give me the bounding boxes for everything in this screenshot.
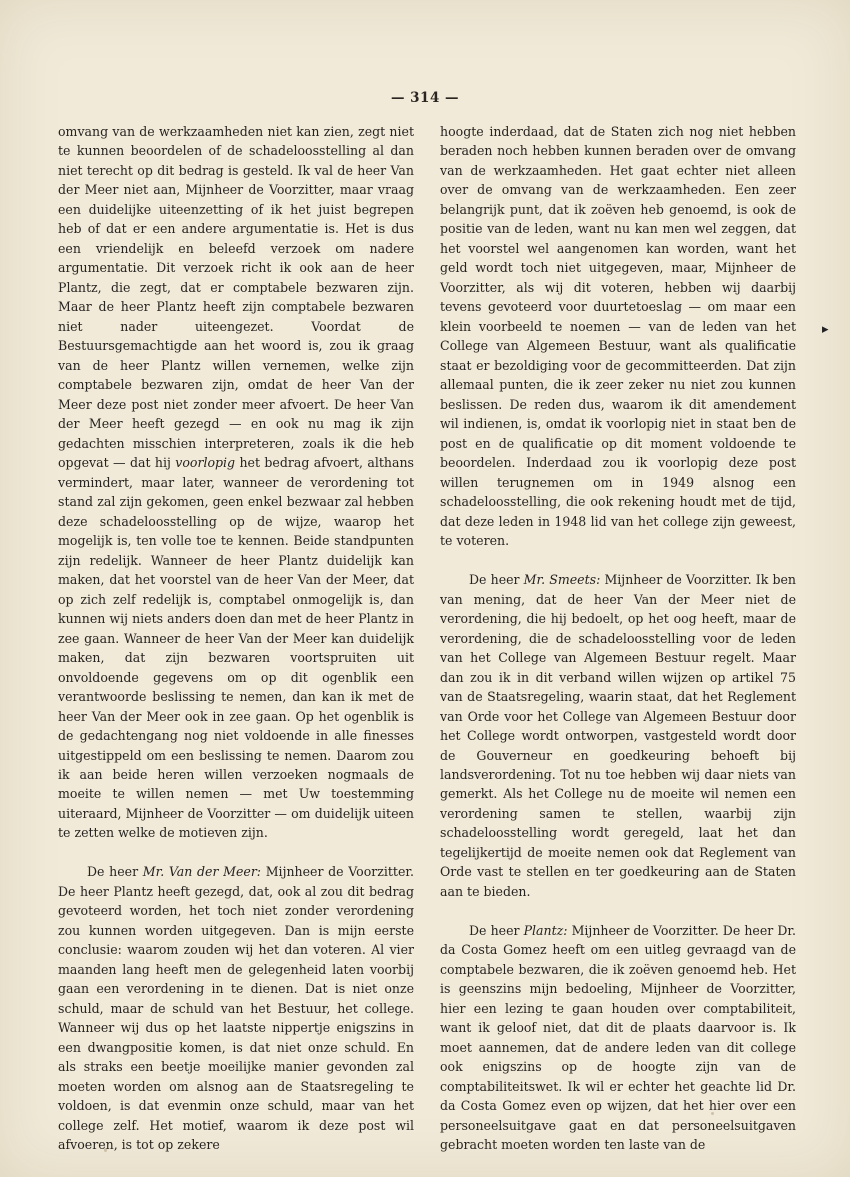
right-p3-intro: De heer <box>469 922 524 938</box>
right-p2-text: Mijnheer de Voorzitter. Ik ben van mening, dat de heer Van der Meer niet de verordening, die hij bedoelt, op het oog heeft, maar de verordening, die de schadeloosstelling voor de leden van het College van Algemeen Bestuur regelt. Maar dan zou ik in dit verband willen wijzen op artikel 75 van de Staatsregeling, waarin staat, dat het Reglement van Orde voor het College van Algemeen Bestuur door het College wordt ontworpen, vastgesteld wordt door de Gouverneur en goedkeuring behoeft bij landsverordening. Tot nu toe hebben wij daar niets van gemerkt. Als het College nu de moeite wil nemen een verordening samen te stellen, waarbij zijn schadeloosstelling wordt geregeld, laat het dan tegelijkertijd de moeite nemen ook dat Reglement van Orde vast te stellen en ter goedkeuring aan de Staten aan te bieden. <box>440 572 797 899</box>
paper-speck <box>104 1148 107 1152</box>
left-paragraph-2 <box>58 862 414 1154</box>
right-p2-intro: De heer <box>469 572 524 588</box>
speaker-van-der-meer: Mr. Van der Meer: <box>142 864 262 880</box>
left-p1-rest: het bedrag afvoert, althans vermindert, maar later, wanneer de verordening tot stand zal zijn gekomen, geen enkel bezwaar zal hebben deze schadeloosstelling op de wijze, waarop het mogelijk is, ten volle toe te kennen. Beide standpunten zijn redelijk. Wanneer de heer Plantz duidelijk kan maken, dat het voorstel van de heer Van der Meer, dat op zich zelf redelijk is, comptabel onmogelijk is, dan kunnen wij niets anders doen dan met de heer Plantz in zee gaan. Wanneer de heer Van der Meer kan duidelijk maken, dat zijn bezwaren voortspruiten uit onvoldoende gegevens om op dit ogenblik een verantwoorde beslissing te nemen, dan kan ik met de heer Van der Meer ook in zee gaan. Op het ogenblik is de gedachtengang nog niet voldoende in alle finesses uitgestippeld om een beslissing te nemen. Daarom zou ik aan beide heren willen verzoeken nogmaals de moeite te willen nemen — met Uw toestemming uiteraard, Mijnheer de Voorzitter — om duidelijk uiteen te zetten welke de motieven zijn. <box>58 455 414 841</box>
right-p3-text: Mijnheer de Voorzitter. De heer Dr. da Costa Gomez heeft om een uitleg gevraagd van de comptabele bezwaren, die ik zoëven genoemd heb. Het is geenszins mijn bedoeling, Mijnheer de Voorzitter, hier een lezing te gaan houden over comptabiliteit, want ik geloof niet, dat dit de plaats daarvoor is. Ik moet aannemen, dat de andere leden van dit college ook enigszins op de hoogte zijn van de comptabiliteitswet. Ik wil er echter het geachte lid Dr. da Costa Gomez even op wijzen, dat het hier over een personeelsuitgave gaat en dat personeelsuitgaven gebracht moeten worden ten laste van de <box>440 922 797 1153</box>
right-paragraph-3 <box>440 921 796 1155</box>
left-p2-intro: De heer <box>87 864 143 880</box>
left-p1-emphasis: voorlopig <box>175 455 236 471</box>
right-column <box>440 122 796 1155</box>
left-p1-text: omvang van de werkzaamheden niet kan zien, zegt niet te kunnen beoordelen of de schadeloosstelling al dan niet terecht op dit bedrag is gesteld. Ik val de heer Van der Meer niet aan, Mijnheer de Voorzitter, maar vraag een duidelijke uiteenzetting of ik het juist begrepen heb of dat er een andere argumentatie is. Het is dus een vriendelijk en beleefd verzoek om nadere argumentatie. Dit verzoek richt ik ook aan de heer Plantz, die zegt, dat er comptabele bezwaren zijn. Maar de heer Plantz heeft zijn comptabele bezwaren niet nader uiteengezet. Voordat de Bestuursgemachtigde aan het woord is, zou ik graag van de heer Plantz willen vernemen, welke zijn comptabele bezwaren zijn, omdat de heer Van der Meer deze post niet zonder meer afvoert. De heer Van der Meer heeft gezegd — en ook nu mag ik zijn gedachten misschien interpreteren, zoals ik die heb opgevat — dat hij <box>58 124 414 471</box>
right-paragraph-2 <box>440 570 796 901</box>
right-p1-text: hoogte inderdaad, dat de Staten zich nog niet hebben beraden noch hebben kunnen beraden over de omvang van de werkzaamheden. Het gaat echter niet alleen over de omvang van de werkzaamheden. Een zeer belangrijk punt, dat ik zoëven heb genoemd, is ook de positie van de leden, want nu kan men wel zeggen, dat het voorstel wel aangenomen kan worden, want het geld wordt toch niet uitgegeven, maar, Mijnheer de Voorzitter, als wij dit voteren, hebben wij daarbij tevens gevoteerd voor duurtetoeslag — om maar een klein voorbeeld te noemen — van de leden van het College van Algemeen Bestuur, want als qualificatie staat er bezoldiging voor de gecommitteerden. Dat zijn allemaal punten, die ik zeer zeker nu niet zou kunnen beslissen. De reden dus, waarom ik dit amendement wil indienen, is, omdat ik voorlopig niet in staat ben de post en de qualificatie op dit moment voldoende te beoordelen. Inderdaad zou ik voorlopig deze post willen terugnemen om in 1949 alsnog een schadeloosstelling, die ook rekening houdt met de tijd, dat deze leden in 1948 lid van het college zijn geweest, te voteren. <box>440 124 796 549</box>
left-column <box>58 122 414 1155</box>
left-paragraph-1 <box>58 122 414 843</box>
speaker-plantz: Plantz: <box>523 922 568 938</box>
right-paragraph-1 <box>440 122 796 551</box>
left-p2-text: Mijnheer de Voorzitter. De heer Plantz heeft gezegd, dat, ook al zou dit bedrag gevoteerd worden, het toch niet zonder verordening zou kunnen worden uitgegeven. Dan is mijn eerste conclusie: waarom zouden wij het dan voteren. Al vier maanden lang heeft men de gelegenheid laten voorbij gaan een verordening in te dienen. Dat is niet onze schuld, maar de schuld van het Bestuur, het college. Wanneer wij dus op het laatste nippertje enigszins in een dwangpositie komen, is dat niet onze schuld. En als straks een beetje moeilijke manier gevonden zal moeten worden om alsnog aan de Staatsregeling te voldoen, is dat evenmin onze schuld, maar van het college zelf. Het motief, waarom ik deze post wil afvoeren, is tot op zekere <box>58 864 415 1153</box>
speaker-smeets: Mr. Smeets: <box>523 572 601 588</box>
paper-speck <box>711 1112 714 1115</box>
page-number: — 314 — <box>390 90 460 106</box>
margin-mark-icon: ▸ <box>822 322 829 337</box>
